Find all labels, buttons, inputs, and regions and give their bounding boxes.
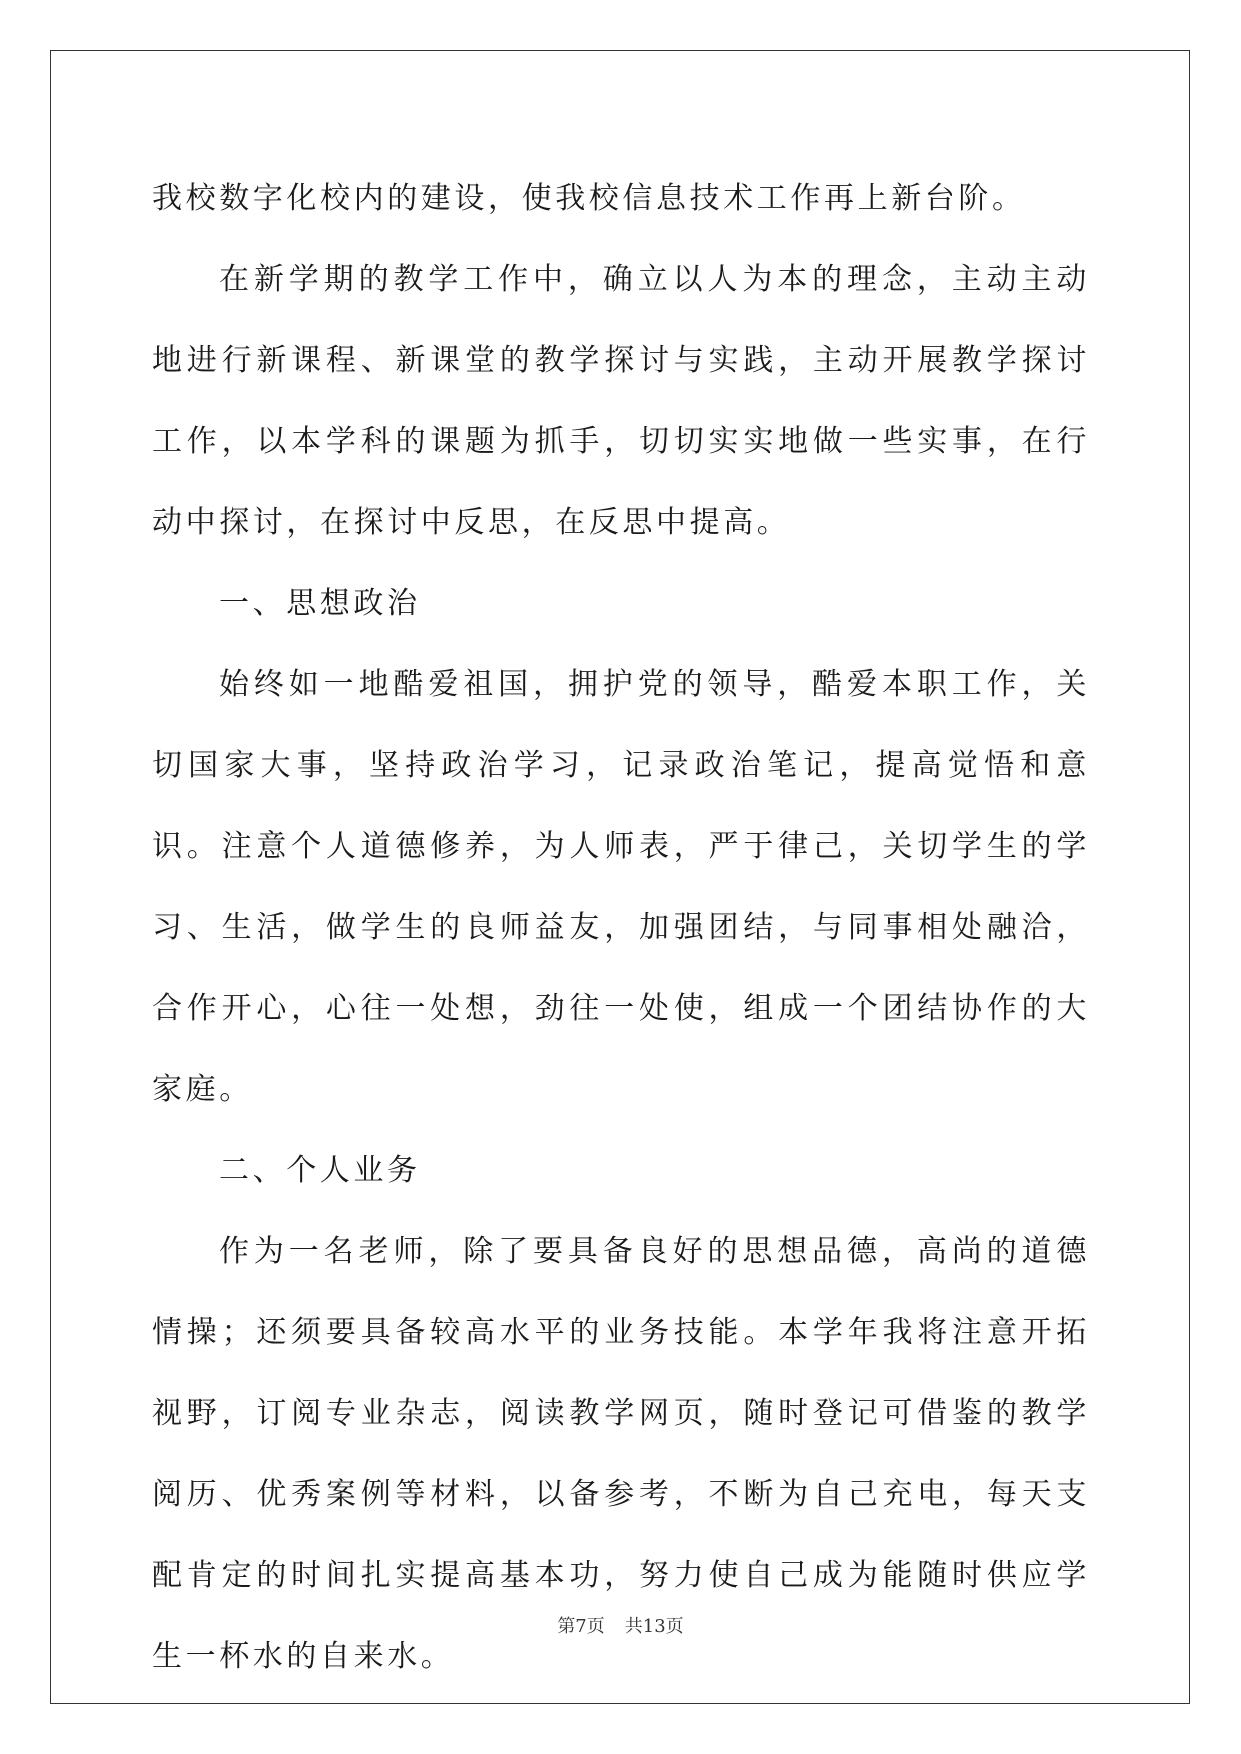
paragraph-continuation: 我校数字化校内的建设，使我校信息技术工作再上新台阶。 xyxy=(152,181,1026,216)
paragraph-teaching-work: 在新学期的教学工作中，确立以人为本的理念，主动主动地进行新课程、新课堂的教学探讨与实践，主动开展教学探讨工作，以本学科的课题为抓手，切切实实地做一些实事，在行动中探讨，在探讨中反思，在反思中提高。 xyxy=(152,262,1090,540)
document-body xyxy=(152,158,1090,1697)
section-heading-politics: 一、思想政治 xyxy=(219,586,421,621)
page-total: 共13页 xyxy=(624,1616,684,1637)
page-number: 第7页 xyxy=(557,1616,605,1637)
page-footer xyxy=(0,1615,1241,1639)
paragraph-politics: 始终如一地酷爱祖国，拥护党的领导，酷爱本职工作，关切国家大事，坚持政治学习，记录政治笔记，提高觉悟和意识。注意个人道德修养，为人师表，严于律己，关切学生的学习、生活，做学生的良师益友，加强团结，与同事相处融洽，合作开心，心往一处想，劲往一处使，组成一个团结协作的大家庭。 xyxy=(152,667,1090,1107)
paragraph-professional: 作为一名老师，除了要具备良好的思想品德，高尚的道德情操；还须要具备较高水平的业务技能。本学年我将注意开拓视野，订阅专业杂志，阅读教学网页，随时登记可借鉴的教学阅历、优秀案例等材料，以备参考，不断为自己充电，每天支配肯定的时间扎实提高基本功，努力使自己成为能随时供应学生一杯水的自来水。 xyxy=(152,1234,1090,1674)
section-heading-professional: 二、个人业务 xyxy=(219,1153,421,1188)
